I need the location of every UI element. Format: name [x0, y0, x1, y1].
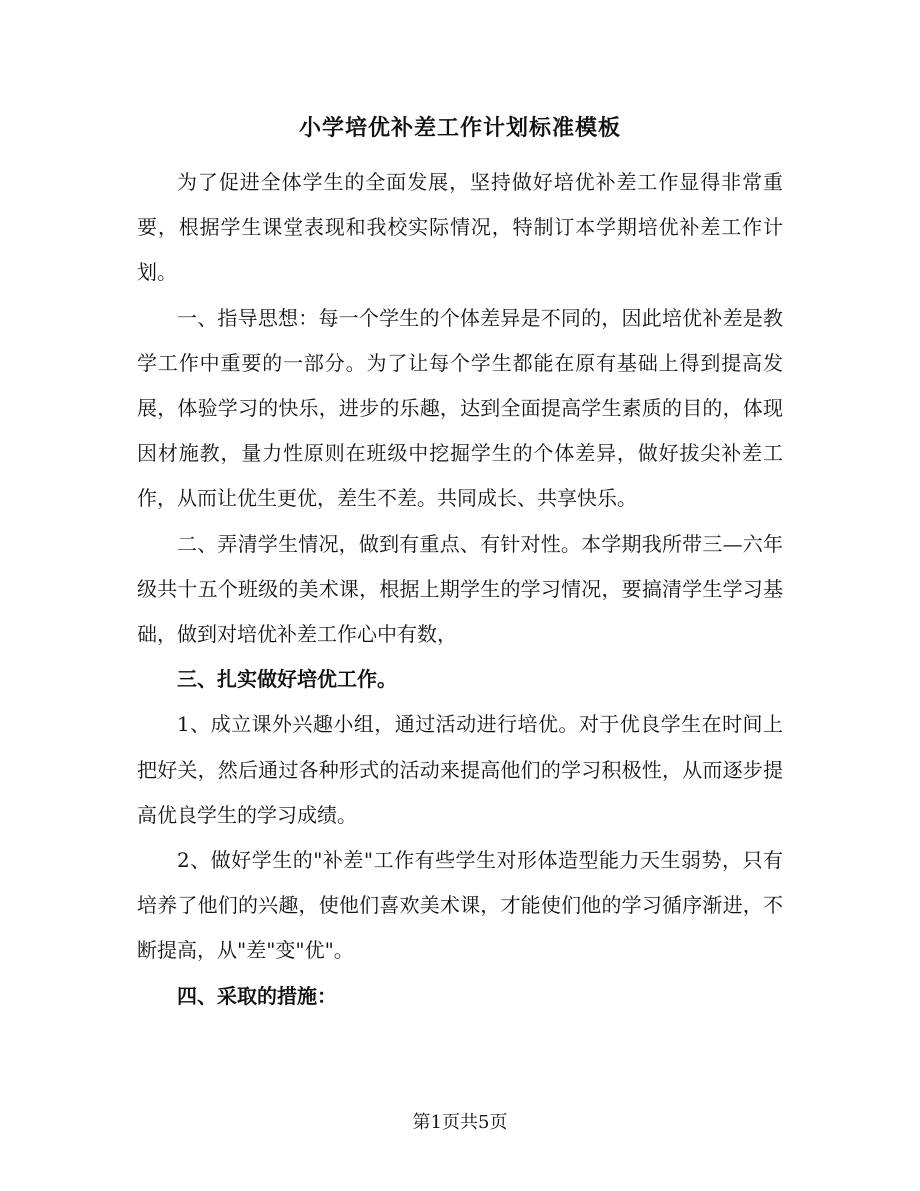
section-heading-enrichment: 三、扎实做好培优工作。: [177, 667, 397, 692]
document-title: 小学培优补差工作计划标准模板: [298, 115, 621, 141]
student-situation-paragraph: 二、弄清学生情况，做到有重点、有针对性。本学期我所带三—六年级共十五个班级的美术课，根据上期学生的学习情况，要搞清学生学习基础，做到对培优补差工作心中有数，: [137, 531, 783, 647]
guiding-thought-paragraph: 一、指导思想：每一个学生的个体差异是不同的，因此培优补差是教学工作中重要的一部分。为了让每个学生都能在原有基础上得到提高发展，体验学习的快乐，进步的乐趣，达到全面提高学生素质的目的，体现因材施教，量力性原则在班级中挖掘学生的个体差异，做好拔尖补差工作，从而让优生更优，差生不差。共同成长、共享快乐。: [137, 305, 783, 511]
section-heading-measures: 四、采取的措施：: [177, 983, 337, 1008]
intro-paragraph: 为了促进全体学生的全面发展，坚持做好培优补差工作显得非常重要，根据学生课堂表现和我校实际情况，特制订本学期培优补差工作计划。: [137, 170, 783, 285]
enrichment-item-2: 2、做好学生的"补差"工作有些学生对形体造型能力天生弱势，只有培养了他们的兴趣，使他们喜欢美术课，才能使们他的学习循序渐进，不断提高，从"差"变"优"。: [137, 848, 783, 963]
document-body: [137, 160, 783, 1019]
page-indicator: 第1页共5页: [412, 1112, 508, 1133]
enrichment-item-1: 1、成立课外兴趣小组，通过活动进行培优。对于优良学生在时间上把好关，然后通过各种形式的活动来提高他们的学习积极性，从而逐步提高优良学生的学习成绩。: [137, 712, 783, 827]
